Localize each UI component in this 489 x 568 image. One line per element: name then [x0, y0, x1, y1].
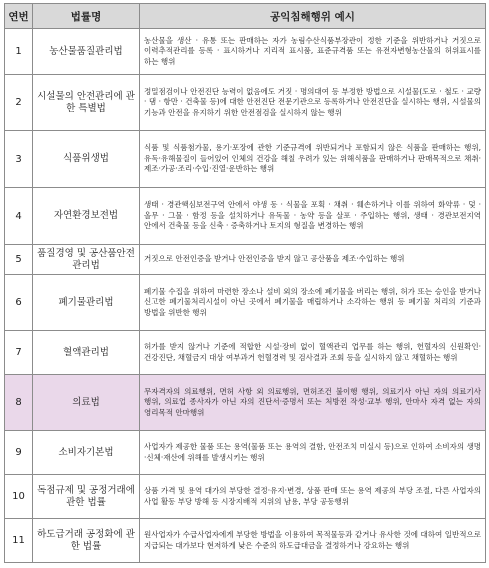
row-number: 6: [5, 275, 33, 331]
law-name: 식품위생법: [33, 131, 140, 188]
table-row: [5, 245, 486, 275]
law-name: 혈액관리법: [33, 331, 140, 375]
row-number: 10: [5, 475, 33, 519]
act-description: 사업자가 제공한 물품 또는 용역(물품 또는 용역의 결함, 안전조치 미실시 등)으로 인하여 소비자의 생명·신체·재산에 위해를 발생시키는 행위: [140, 431, 486, 475]
act-description: 정밀점검이나 안전진단 능력이 없음에도 거짓 · 명의대여 등 부정한 방법으로 시설물(도로 · 철도 · 교량 · 댐 · 항만 · 건축물 등)에 대한 안전진단 전문기관으로 등록하거나 안전진단을 실시하는 행위, 시설물의 기능과 안전을 유지하기 위한 안전점검을 실시하지 않는 행위: [140, 75, 486, 131]
law-name: 의료법: [33, 375, 140, 431]
act-description: 무자격자의 의료행위, 면허 사항 외 의료행위, 면허조건 불이행 행위, 의료기사 아닌 자의 의료기사 행위, 의료업 종사자가 아닌 자의 진단서·증명서 또는 처방전 작성·교부 행위, 안마사 자격 없는 자의 영리목적 안마행위: [140, 375, 486, 431]
law-name: 독점규제 및 공정거래에 관한 법률: [33, 475, 140, 519]
row-number: 9: [5, 431, 33, 475]
row-number: 7: [5, 331, 33, 375]
law-name: 폐기물관리법: [33, 275, 140, 331]
table-row: [5, 519, 486, 563]
header-law: 법률명: [33, 4, 140, 29]
row-number: 8: [5, 375, 33, 431]
row-number: 3: [5, 131, 33, 188]
row-number: 5: [5, 245, 33, 275]
table-row: [5, 29, 486, 75]
header-acts: 공익침해행위 예시: [140, 4, 486, 29]
act-description: 거짓으로 안전인증을 받거나 안전인증을 받지 않고 공산품을 제조·수입하는 행위: [140, 245, 486, 275]
row-number: 1: [5, 29, 33, 75]
act-description: 농산물을 생산 · 유통 또는 판매하는 자가 농림수산식품부장관이 정한 기준을 위반하거나 거짓으로 이력추적관리를 등록 · 표시하거나 지리적 표시품, 표준규격품 또는 유전자변형농산물의 허위표시를 하는 행위: [140, 29, 486, 75]
law-table: [4, 3, 486, 563]
law-name: 소비자기본법: [33, 431, 140, 475]
table-row: [5, 188, 486, 245]
table-row: [5, 431, 486, 475]
table-header-row: [5, 4, 486, 29]
act-description: 생태 · 경관핵심보전구역 안에서 야생 동 · 식물을 포획 · 채취 · 훼손하거나 이를 위하여 화약류 · 덫 · 올무 · 그물 · 함정 등을 설치하거나 유독물 · 농약 등을 살포 · 주입하는 행위, 생태 · 경관보전지역 안에서 건축물 등을 신축 · 증축하거나 토지의 형질을 변경하는 행위: [140, 188, 486, 245]
header-no: 연번: [5, 4, 33, 29]
table-row: [5, 75, 486, 131]
row-number: 2: [5, 75, 33, 131]
table-row: [5, 475, 486, 519]
law-name: 품질경영 및 공산품안전관리법: [33, 245, 140, 275]
act-description: 폐기물 수집을 위하여 마련한 장소나 설비 외의 장소에 폐기물을 버리는 행위, 허가 또는 승인을 받거나 신고한 폐기물처리시설이 아닌 곳에서 폐기물을 매립하거나 소각하는 행위 등 폐기물 처리의 기준과 방법을 위반한 행위: [140, 275, 486, 331]
table-row-highlighted: [5, 375, 486, 431]
act-description: 상품 가격 및 용역 대가의 부당한 결정·유지·변경, 상품 판매 또는 용역 제공의 부당 조절, 다른 사업자의 사업 활동 부당 방해 등 시장지배적 지위의 남용, 부당 공동행위: [140, 475, 486, 519]
law-name: 하도급거래 공정화에 관한 법률: [33, 519, 140, 563]
act-description: 식품 및 식품첨가물, 용기·포장에 관한 기준규격에 위반되거나 포함되지 않은 식품을 판매하는 행위, 유독·유해물질이 들어있어 인체의 건강을 해칠 우려가 있는 위해식품을 판매하거나 판매목적으로 채취·제조·가공·조리·수입·진열·운반하는 행위: [140, 131, 486, 188]
law-name: 자연환경보전법: [33, 188, 140, 245]
act-description: 원사업자가 수급사업자에게 부당한 방법을 이용하여 목적물등과 같거나 유사한 것에 대하여 일반적으로 지급되는 대가보다 현저하게 낮은 수준의 하도급대금을 결정하거나 강요하는 행위: [140, 519, 486, 563]
act-description: 허가를 받지 않거나 기준에 적합한 시설·장비 없이 혈액관리 업무를 하는 행위, 헌혈자의 신원확인·건강진단, 채혈금지 대상 여부과거 헌혈경력 및 검사결과 조회 등을 실시하지 않고 채혈하는 행위: [140, 331, 486, 375]
law-name: 시설물의 안전관리에 관한 특별법: [33, 75, 140, 131]
row-number: 11: [5, 519, 33, 563]
table-row: [5, 331, 486, 375]
table-row: [5, 131, 486, 188]
table-row: [5, 275, 486, 331]
row-number: 4: [5, 188, 33, 245]
law-name: 농산물품질관리법: [33, 29, 140, 75]
